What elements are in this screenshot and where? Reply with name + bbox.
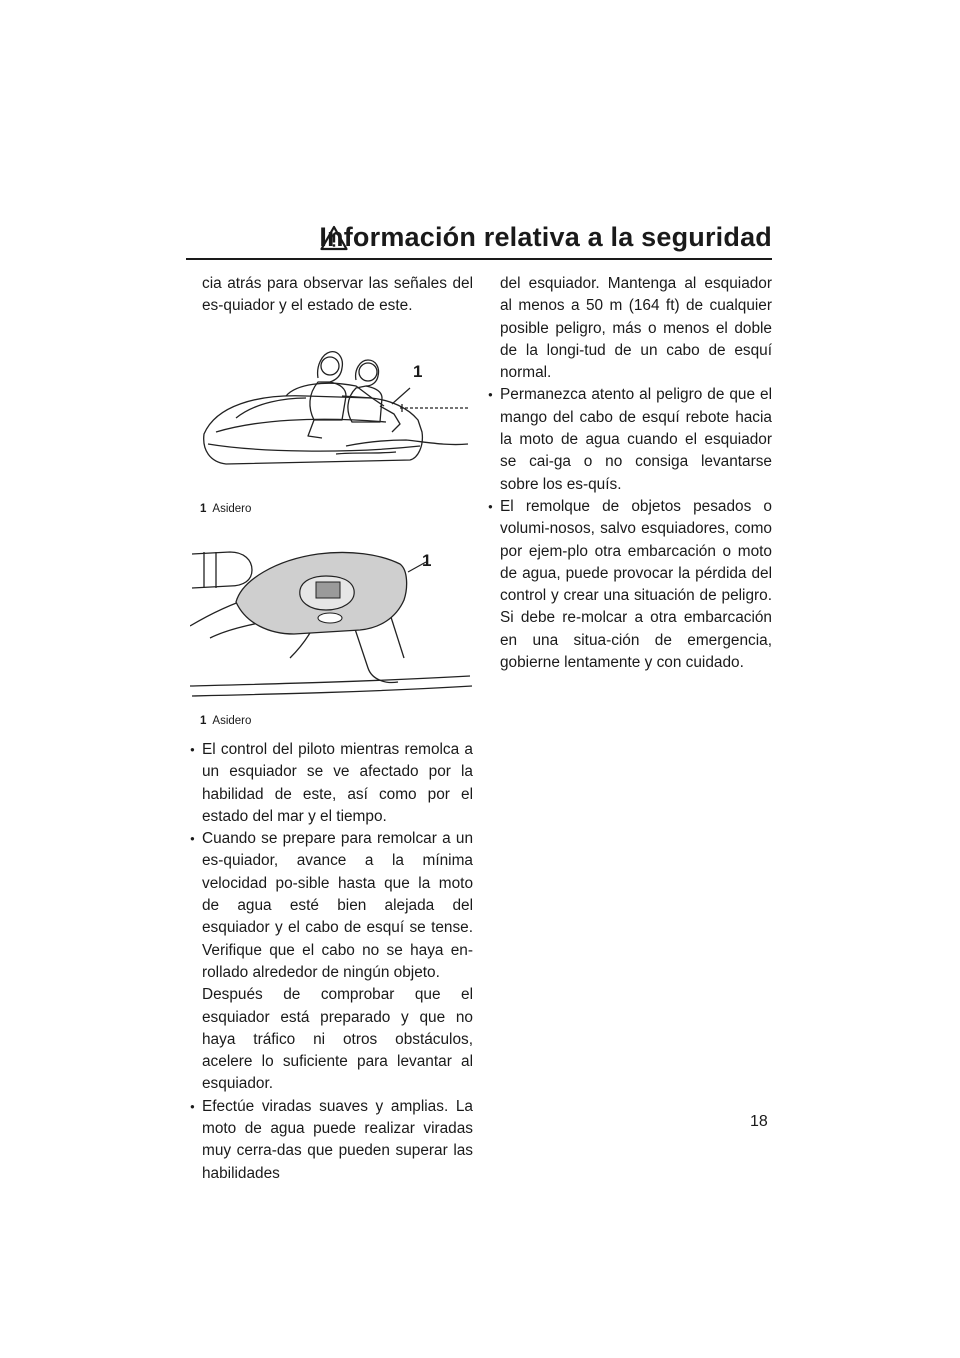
list-item: ● Cuando se prepare para remolcar a un es-quiador, avance a la mínima velocidad po-sible hasta que la moto de agua esté bien alejada del esquiador y el cabo de esquí se tense. Verifique que el cabo no se haya en-rollado alrededor de ningún objeto. — [202, 828, 473, 984]
figure2-caption-text: Asidero — [212, 715, 252, 727]
list-item: ● Permanezca atento al peligro de que el mango del cabo de esquí rebote hacia la moto de agua cuando el esquiador se cai-ga o no consiga levantarse sobre los es-quís. — [500, 384, 772, 495]
right-column — [500, 273, 772, 674]
figure2-callout: 1 — [422, 551, 432, 570]
figure1-caption — [200, 503, 251, 515]
left-bullet-list — [202, 739, 473, 984]
header-rule — [186, 258, 772, 260]
figure2-caption — [200, 715, 251, 727]
handgrip-illustration — [190, 518, 474, 708]
left-bullet-list-2 — [202, 1096, 473, 1185]
watercraft-towing-illustration — [196, 336, 474, 496]
left-column — [202, 273, 473, 318]
intro-text: cia atrás para observar las señales del es-quiador y el estado de este. — [202, 275, 473, 315]
sub-paragraph: Después de comprobar que el esquiador está preparado y que no haya tráfico ni otros obstáculos, acelere lo suficiente para levantar al esquiador. — [202, 986, 473, 1093]
continued-text: del esquiador. Mantenga al esquiador al menos a 50 m (164 ft) de cualquier posible peligro, más o menos el doble de la longi-tud de un cabo de esquí normal. — [500, 275, 772, 382]
figure1-callout: 1 — [413, 362, 423, 381]
page-number: 18 — [750, 1113, 768, 1130]
list-item: ● El control del piloto mientras remolca a un esquiador se ve afectado por la habilidad de este, así como por el estado del mar y el tiempo. — [202, 739, 473, 828]
page-title: Información relativa a la seguridad — [319, 222, 772, 252]
figure2-caption-number: 1 — [200, 715, 207, 727]
figure1-caption-number: 1 — [200, 503, 207, 515]
right-bullet-list — [500, 384, 772, 674]
page-header — [186, 222, 772, 258]
figure1-caption-text: Asidero — [212, 503, 252, 515]
list-item: ● Efectúe viradas suaves y amplias. La moto de agua puede realizar viradas muy cerra-das que pueden superar las habilidades — [202, 1096, 473, 1185]
left-column-lower — [202, 739, 473, 1185]
list-item: ● El remolque de objetos pesados o volumi-nosos, salvo esquiadores, como por ejem-plo otra embarcación o moto de agua, puede provocar la pérdida del control y crear una situación de peligro. Si debe re-molcar a otra embarcación en una situa-ción de emergencia, gobierne lentamente y con cuidado. — [500, 496, 772, 674]
